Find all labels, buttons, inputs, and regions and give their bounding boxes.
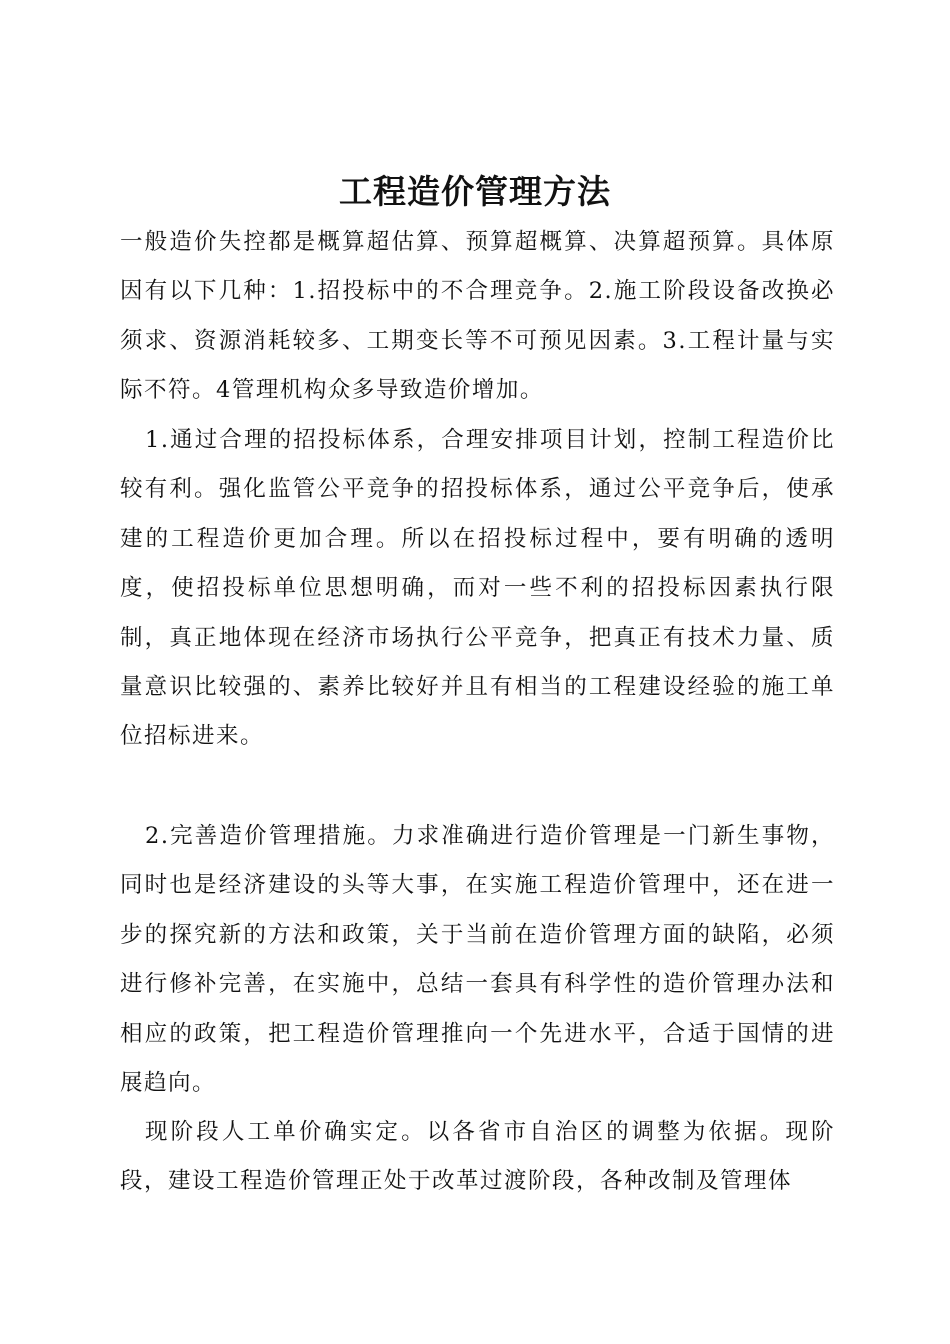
paragraph-bidding-system: 1.通过合理的招投标体系，合理安排项目计划，控制工程造价比较有利。强化监管公平竞争的招投标体系，通过公平竞争后，使承建的工程造价更加合理。所以在招投标过程中，要有明确的透明度，使招投标单位思想明确，而对一些不利的招投标因素执行限制，真正地体现在经济市场执行公平竞争，把真正有技术力量、质量意识比较强的、素养比较好并且有相当的工程建设经验的施工单位招标进来。 [120,427,835,750]
document-title: 工程造价管理方法 [339,172,611,212]
paragraph-cost-overrun-causes: 一般造价失控都是概算超估算、预算超概算、决算超预算。具体原因有以下几种：1.招投标中的不合理竞争。2.施工阶段设备改换必须求、资源消耗较多、工期变长等不可预见因素。3.工程计量与实际不符。4管理机构众多导致造价增加。 [120,229,835,404]
paragraph-labor-unit-price: 现阶段人工单价确实定。以各省市自治区的调整为依据。现阶段，建设工程造价管理正处于改革过渡阶段，各种改制及管理体 [120,1119,835,1195]
paragraph-management-measures: 2.完善造价管理措施。力求准确进行造价管理是一门新生事物，同时也是经济建设的头等大事，在实施工程造价管理中，还在进一步的探究新的方法和政策，关于当前在造价管理方面的缺陷，必须进行修补完善，在实施中，总结一套具有科学性的造价管理办法和相应的政策，把工程造价管理推向一个先进水平，合适于国情的进展趋向。 [120,823,835,1097]
